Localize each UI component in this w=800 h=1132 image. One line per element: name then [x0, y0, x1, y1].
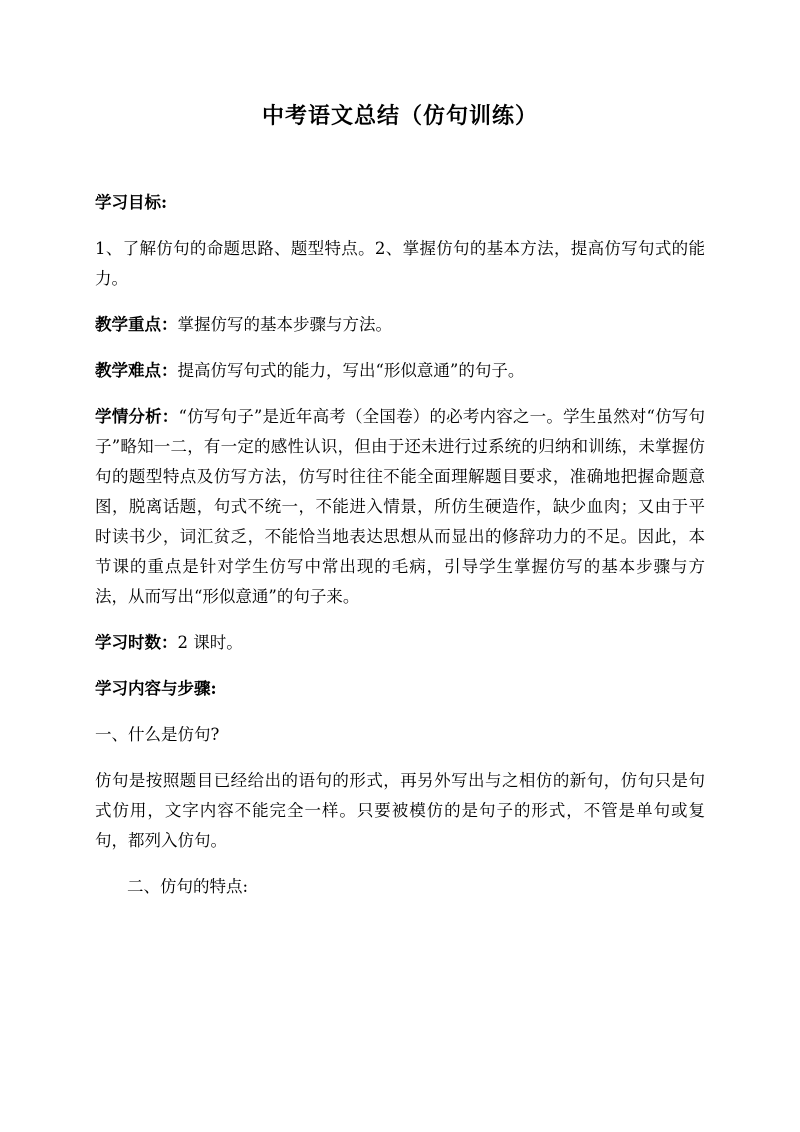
key-point-paragraph: [95, 310, 705, 340]
section1-text: 仿句是按照题目已经给出的语句的形式，再另外写出与之相仿的新句，仿句只是句式仿用，文字内容不能完全一样。只要被模仿的是句子的形式，不管是单句或复句，都列入仿句。: [95, 771, 705, 850]
analysis-text: “仿写句子”是近年高考（全国卷）的必考内容之一。学生虽然对“仿写句子”略知一二，有一定的感性认识，但由于还未进行过系统的归纳和训练，未掌握仿句的题型特点及仿写方法，仿写时往往不能全面理解题目要求，准确地把握命题意图，脱离话题，句式不统一，不能进入情景，所仿生硬造作，缺少血肉；又由于平时读书少，词汇贫乏，不能恰当地表达思想从而显出的修辞功力的不足。因此，本节课的重点是针对学生仿写中常出现的毛病，引导学生掌握仿写的基本步骤与方法，从而写出“形似意通”的句子来。: [95, 407, 706, 606]
section2-heading: 二、仿句的特点:: [127, 877, 249, 896]
content-heading: 学习内容与步骤:: [95, 679, 217, 698]
difficulty-paragraph: [95, 356, 705, 386]
difficulty-text: 提高仿写句式的能力，写出“形似意通”的句子。: [177, 361, 525, 380]
section1-heading: 一、什么是仿句?: [95, 725, 220, 744]
hours-paragraph: [95, 628, 705, 658]
key-point-text: 掌握仿写的基本步骤与方法。: [177, 315, 392, 334]
analysis-label: 学情分析：: [95, 407, 179, 426]
hours-text: 2 课时。: [177, 633, 243, 652]
objectives-heading: 学习目标:: [95, 193, 168, 212]
key-point-label: 教学重点：: [95, 315, 178, 334]
objectives-text: 1、了解仿句的命题思路、题型特点。2、掌握仿句的基本方法，提高仿写句式的能力。: [95, 239, 705, 288]
document-title: 中考语文总结（仿句训练）: [261, 103, 538, 129]
document-body: [95, 188, 705, 918]
analysis-paragraph: [95, 402, 705, 612]
hours-label: 学习时数：: [95, 633, 178, 652]
difficulty-label: 教学难点：: [95, 361, 178, 380]
